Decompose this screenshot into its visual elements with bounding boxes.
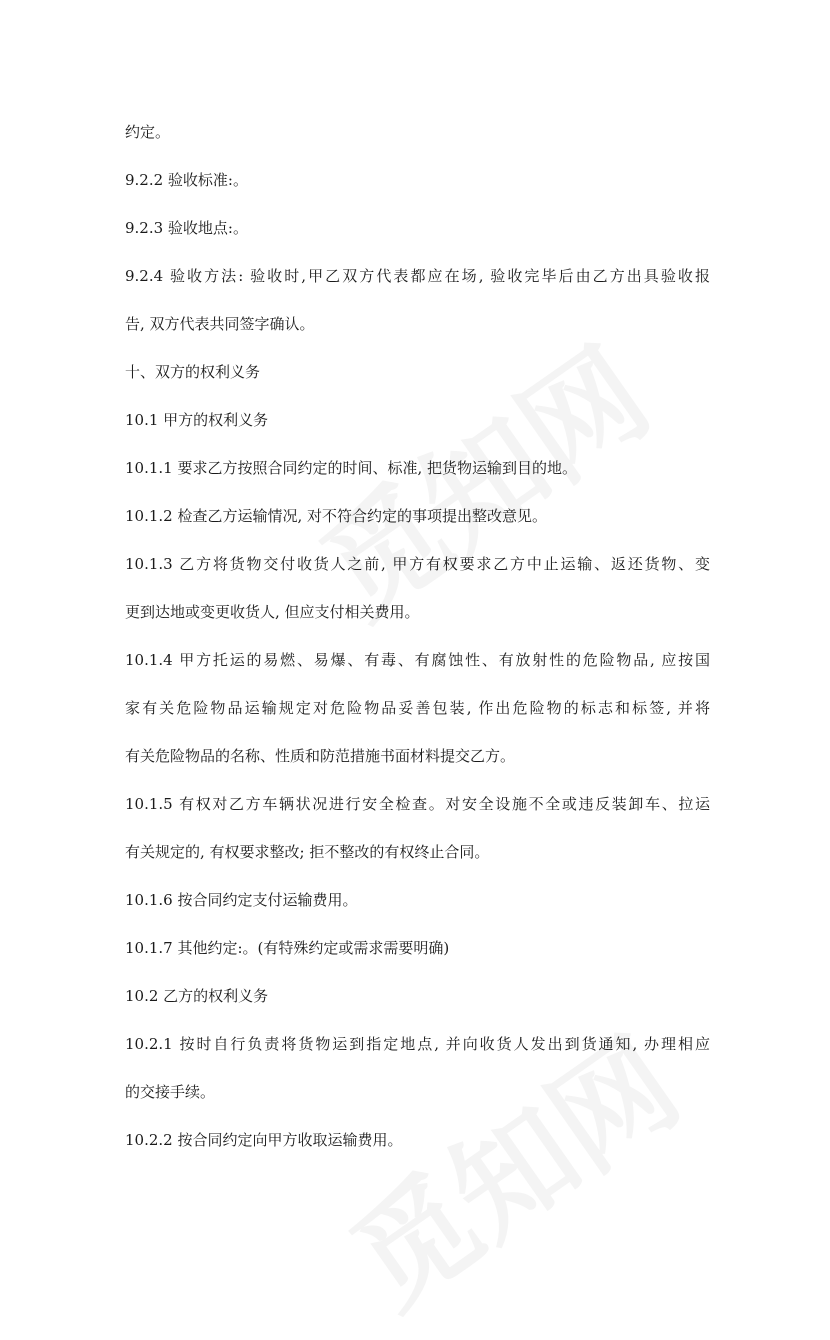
clause-10-2-2: 10.2.2 按合同约定向甲方收取运输费用。 bbox=[125, 1131, 403, 1149]
clause-10-1-2: 10.1.2 检查乙方运输情况, 对不符合约定的事项提出整改意见。 bbox=[125, 507, 548, 525]
clause-9-2-2: 9.2.2 验收标准:。 bbox=[125, 171, 248, 189]
paragraph-line: 有关危险物品的名称、性质和防范措施书面材料提交乙方。 bbox=[125, 747, 516, 765]
section-heading-10: 十、双方的权利义务 bbox=[125, 363, 261, 381]
clause-10-2-1: 10.2.1 按时自行负责将货物运到指定地点, 并向收货人发出到货通知, 办理相应 bbox=[125, 1035, 710, 1053]
clause-10-1-6: 10.1.6 按合同约定支付运输费用。 bbox=[125, 891, 358, 909]
clause-10-1-4: 10.1.4 甲方托运的易燃、易爆、有毒、有腐蚀性、有放射性的危险物品, 应按国 bbox=[125, 651, 710, 669]
subsection-heading-10-1: 10.1 甲方的权利义务 bbox=[125, 411, 269, 429]
paragraph-line: 家有关危险物品运输规定对危险物品妥善包装, 作出危险物的标志和标签, 并将 bbox=[125, 699, 710, 717]
clause-10-1-3: 10.1.3 乙方将货物交付收货人之前, 甲方有权要求乙方中止运输、返还货物、变 bbox=[125, 555, 710, 573]
clause-10-1-5: 10.1.5 有权对乙方车辆状况进行安全检查。对安全设施不全或违反装卸车、拉运 bbox=[125, 795, 710, 813]
subsection-heading-10-2: 10.2 乙方的权利义务 bbox=[125, 987, 269, 1005]
paragraph-line: 告, 双方代表共同签字确认。 bbox=[125, 315, 315, 333]
clause-9-2-3: 9.2.3 验收地点:。 bbox=[125, 219, 248, 237]
paragraph-line: 约定。 bbox=[125, 123, 171, 141]
clause-10-1-1: 10.1.1 要求乙方按照合同约定的时间、标准, 把货物运输到目的地。 bbox=[125, 459, 578, 477]
paragraph-line: 有关规定的, 有权要求整改; 拒不整改的有权终止合同。 bbox=[125, 843, 490, 861]
clause-9-2-4: 9.2.4 验收方法: 验收时,甲乙双方代表都应在场, 验收完毕后由乙方出具验收报 bbox=[125, 267, 710, 285]
paragraph-line: 的交接手续。 bbox=[125, 1083, 216, 1101]
clause-10-1-7: 10.1.7 其他约定:。(有特殊约定或需求需要明确) bbox=[125, 939, 450, 957]
paragraph-line: 更到达地或变更收货人, 但应支付相关费用。 bbox=[125, 603, 420, 621]
document-body bbox=[125, 108, 710, 1164]
